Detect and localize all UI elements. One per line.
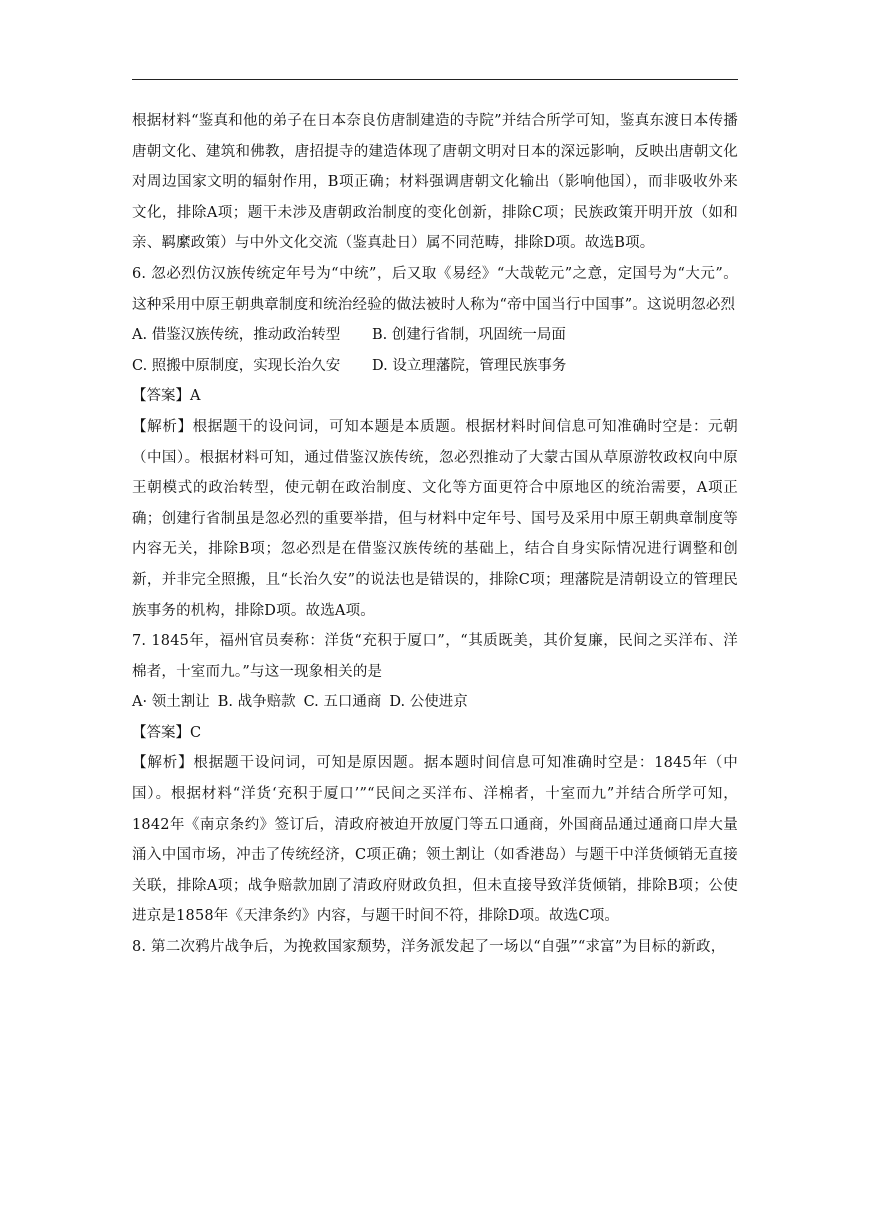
q6-stem: 6. 忽必烈仿汉族传统定年号为“中统”，后又取《易经》“大哉乾元”之意，定国号为“大元”。这种采用中原王朝典章制度和统治经验的做法被时人称为“帝中国当行中国事”。这说明忽必烈 [132, 265, 738, 313]
q7-analysis-text: 【解析】根据题干设问词，可知是原因题。据本题时间信息可知准确时空是：1845年（中国）。根据材料“洋货‘充积于厦口’”“民间之买洋布、洋棉者，十室而九”并结合所学可知，1842年《南京条约》签订后，清政府被迫开放厦门等五口通商，外国商品通过通商口岸大量涌入中国市场，冲击了传统经济，C项正确；领土割让（如香港岛）与题干中洋货倾销无直接关联，排除A项；战争赔款加剧了清政府财政负担，但未直接导致洋货倾销，排除B项；公使进京是1858年《天津条约》内容，与题干时间不符，排除D项。故选C项。 [132, 755, 738, 925]
q6-analysis-text: 【解析】根据题干的设问词，可知本题是本质题。根据材料时间信息可知准确时空是：元朝（中国）。根据材料可知，通过借鉴汉族传统，忽必烈推动了大蒙古国从草原游牧政权向中原王朝模式的政治转型，使元朝在政治制度、文化等方面更符合中原地区的统治需要，A项正确；创建行省制虽是忽必烈的重要举措，但与材料中定年号、国号及采用中原王朝典章制度等内容无关，排除B项；忽必烈是在借鉴汉族传统的基础上，结合自身实际情况进行调整和创新，并非完全照搬，且“长治久安”的说法也是错误的，排除C项；理藩院是清朝设立的管理民族事务的机构，排除D项。故选A项。 [132, 418, 738, 619]
q7-stem: 7. 1845年，福州官员奏称：洋货“充积于厦口”，“其质既美，其价复廉，民间之买洋布、洋棉者，十室而九。”与这一现象相关的是 [132, 633, 738, 680]
header-rule [132, 79, 738, 80]
q5-analysis-text: 根据材料“鉴真和他的弟子在日本奈良仿唐制建造的寺院”并结合所学可知，鉴真东渡日本传播唐朝文化、建筑和佛教，唐招提寺的建造体现了唐朝文明对日本的深远影响，反映出唐朝文化对周边国家文明的辐射作用，B项正确；材料强调唐朝文化输出（影响他国），而非吸收外来文化，排除A项；题干未涉及唐朝政治制度的变化创新，排除C项；民族政策开明开放（如和亲、羁縻政策）与中外文化交流（鉴真赴日）属不同范畴，排除D项。故选B项。 [132, 113, 738, 252]
q7-option-a: A· 领土割让 [132, 694, 210, 711]
q8-stem: 8. 第二次鸦片战争后，为挽救国家颓势，洋务派发起了一场以“自强”“求富”为目标的新政， [132, 939, 726, 956]
q7-option-c: C. 五口通商 [303, 694, 382, 711]
q6-options-row-2 [132, 351, 738, 382]
q7-option-d: D. 公使进京 [389, 694, 468, 711]
q7-option-b: B. 战争赔款 [217, 694, 296, 711]
q6-option-b: B. 创建行省制，巩固统一局面 [372, 327, 566, 344]
q6-option-a: A. 借鉴汉族传统，推动政治转型 [132, 327, 341, 344]
q7-options-row [132, 687, 738, 718]
q6-option-d: D. 设立理藩院，管理民族事务 [372, 357, 567, 374]
q6-answer: 【答案】A [132, 388, 201, 405]
q6-option-c: C. 照搬中原制度，实现长治久安 [132, 357, 341, 374]
q6-options-row-1 [132, 320, 738, 351]
q7-answer: 【答案】C [132, 724, 202, 741]
document-body [132, 106, 738, 963]
